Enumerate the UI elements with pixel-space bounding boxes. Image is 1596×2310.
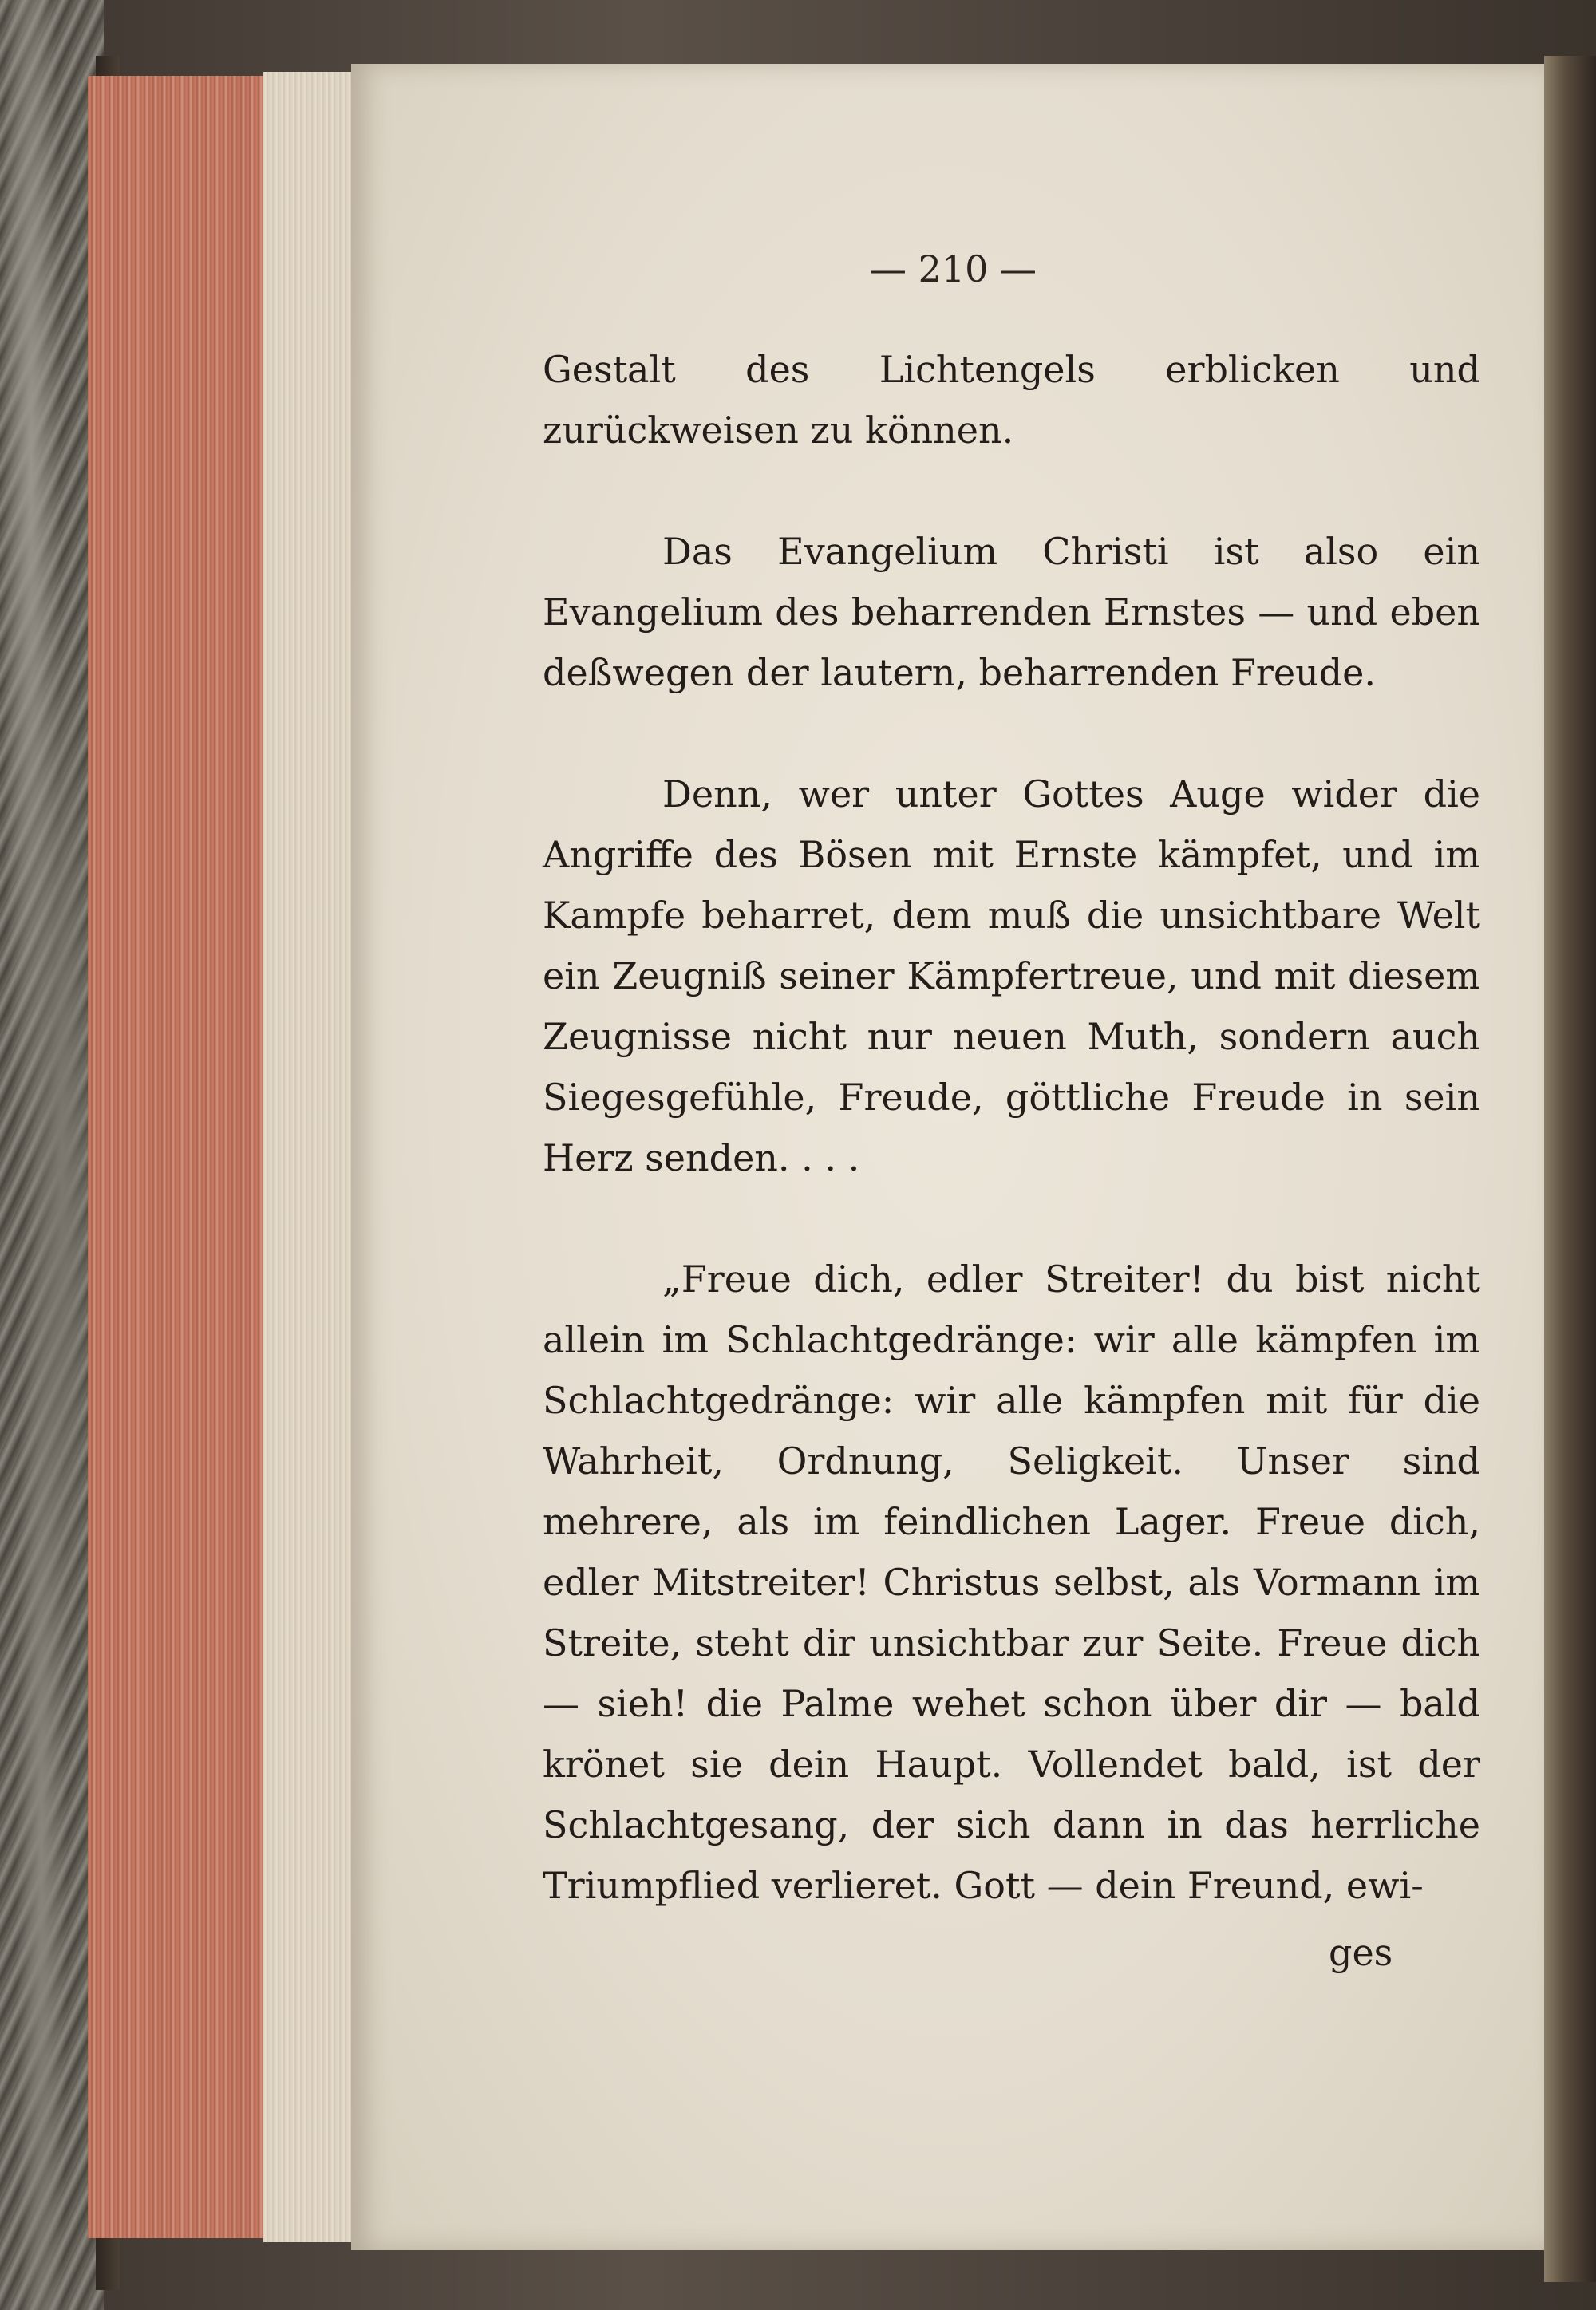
paragraph-4: „Freue dich, edler Streiter! du bist nicht allein im Schlachtgedränge: wir alle kämpfen im Schlachtgedränge: wir alle kämpfen mit für die Wahrheit, Ordnung, Seligkeit. Unser sind mehrere, als im feindlichen Lager. Freue dich, edler Mitstreiter! Christus selbst, als Vormann im Streite, steht dir unsichtbar zur Seite. Freue dich — sieh! die Palme wehet schon über dir — bald krönet sie dein Haupt. Vollendet bald, ist der Schlachtgesang, der sich dann in das herrliche Triumpflied verlieret. Gott — dein Freund, ewi- [543, 1258, 1480, 1907]
page-header: — 210 — [870, 247, 1037, 290]
paragraph-1: Gestalt des Lichtengels erblicken und zurückweisen zu können. [543, 348, 1480, 452]
paragraph-2: Das Evangelium Christi ist also ein Evangelium des beharrenden Ernstes — und eben deßwegen der lautern, beharrenden Freude. [543, 530, 1480, 694]
page-text [543, 339, 1480, 1916]
facing-page-edge [1544, 56, 1596, 2282]
paragraph-3: Denn, wer unter Gottes Auge wider die Angriffe des Bösen mit Ernste kämpfet, und im Kampfe beharret, dem muß die unsichtbare Welt ein Zeugniß seiner Kämpfertreue, und mit diesem Zeugnisse nicht nur neuen Muth, sondern auch Siegesgefühle, Freude, göttliche Freude in sein Herz senden. . . . [543, 772, 1480, 1179]
catchword: ges [1329, 1931, 1393, 1974]
page-block-inner-edge [263, 72, 359, 2242]
